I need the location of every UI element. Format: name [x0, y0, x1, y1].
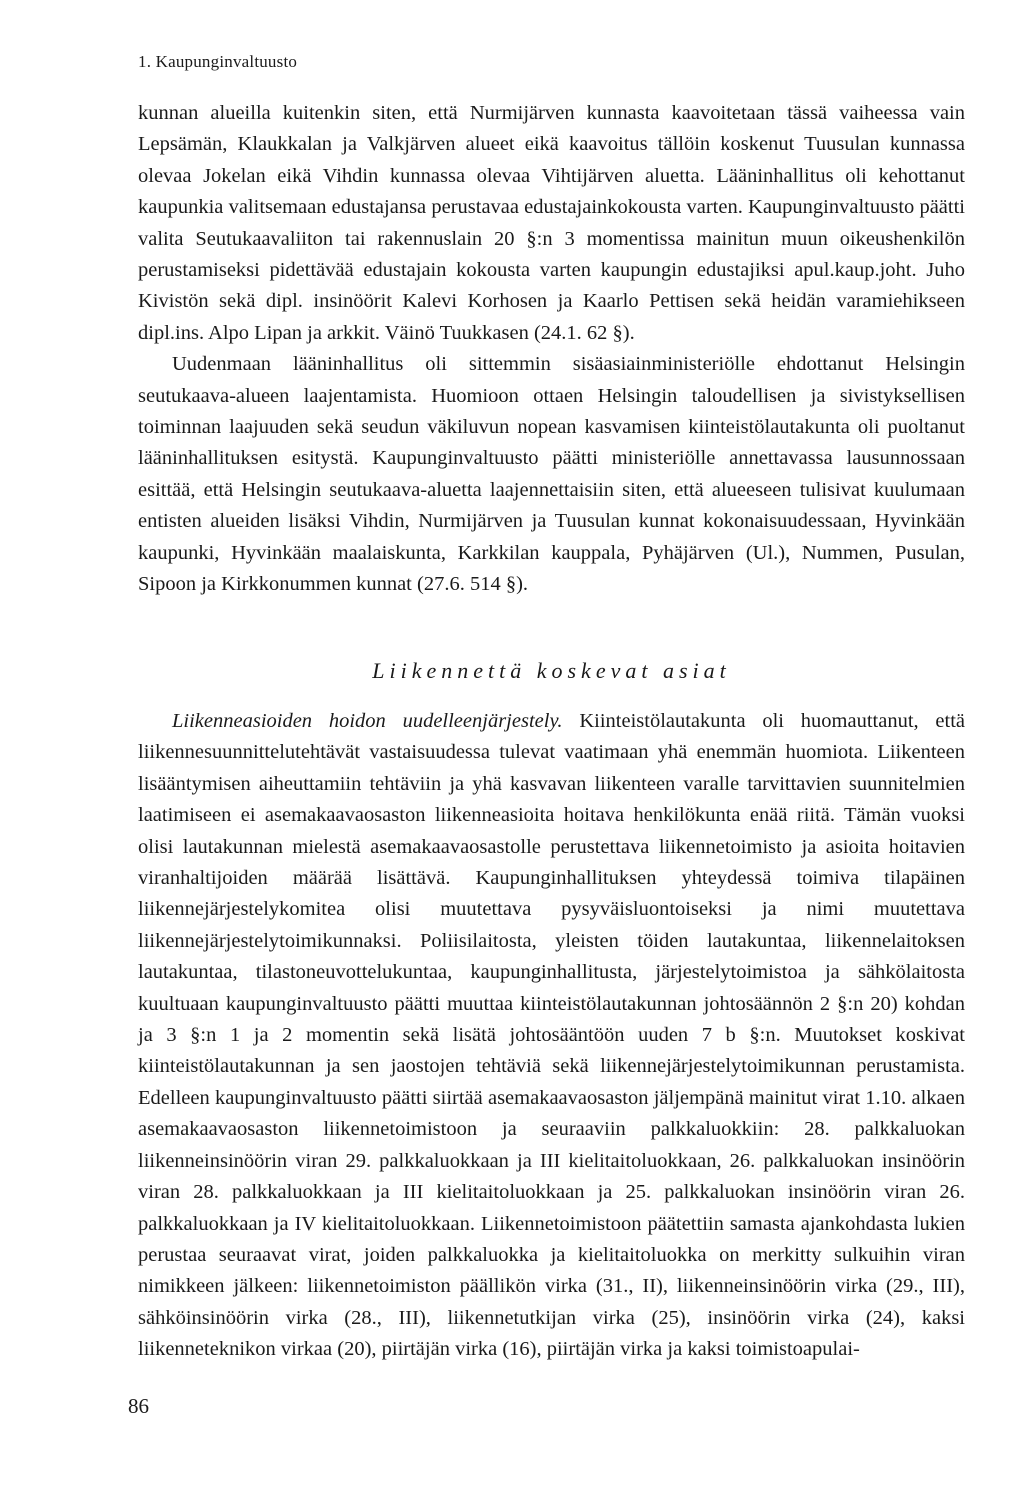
paragraph: kunnan alueilla kuitenkin siten, että Nurmijärven kunnasta kaavoitetaan tässä vaiheessa vain Lepsämän, Klaukkalan ja Valkjärven alueet eikä kaavoitus tällöin koskenut Tuusulan kunnassa olevaa Jokelan eikä Vihdin kunnassa olevaa Vihtijärven aluetta. Lääninhallitus oli kehottanut kaupunkia valitsemaan edustajansa perustavaa edustajainkokousta varten. Kaupunginvaltuusto päätti valita Seutukaavaliiton tai rakennuslain 20 §:n 3 momentissa mainitun muun oikeushenkilön perustamiseksi pidettävää edustajain kokousta varten kaupungin edustajiksi apul.kaup.joht. Juho Kivistön sekä dipl. insinöörit Kalevi Korhosen ja Kaarlo Pettisen sekä heidän varamiehikseen dipl.ins. Alpo Lipan ja arkkit. Väinö Tuukkasen (24.1. 62 §).	[138, 102, 965, 344]
running-header: 1. Kaupunginvaltuusto	[138, 52, 298, 71]
section-body-block	[138, 706, 965, 1366]
page-number: 86	[128, 1394, 149, 1418]
paragraph	[138, 706, 965, 1366]
body-text-block	[138, 98, 965, 601]
section-heading: Liikennettä koskevat asiat	[372, 658, 731, 683]
paragraph-body: Kiinteistölautakunta oli huomauttanut, että liikennesuunnittelutehtävät vastaisuudessa tulevat vaatimaan yhä enemmän huomiota. Liikenteen lisääntymisen aiheuttamiin tehtäviin ja yhä kasvavan liikenteen varalle tarvittavien suunnitelmien laatimiseen ei asemakaavaosaston liikenneasioita hoitava henkilökunta enää riitä. Tämän vuoksi olisi lautakunnan mielestä asemakaavaosastolle perustettava liikennetoimisto ja asioita hoitavien viranhaltijoiden määrää lisättävä. Kaupunginhallituksen yhteydessä toimiva tilapäinen liikennejärjestelykomitea olisi muutettava pysyväisluontoiseksi ja nimi muutettava liikennejärjestelytoimikunnaksi. Poliisilaitosta, yleisten töiden lautakuntaa, liikennelaitoksen lautakuntaa, tilastoneuvottelukuntaa, kaupunginhallitusta, järjestelytoimistoa ja sähkölaitosta kuultuaan kaupunginvaltuusto päätti muuttaa kiinteistölautakunnan johtosäännön 2 §:n 20) kohdan ja 3 §:n 1 ja 2 momentin sekä lisätä johtosääntöön uuden 7 b §:n. Muutokset koskivat kiinteistölautakunnan ja sen jaostojen tehtäviä sekä liikennejärjestelytoimikunnan perustamista. Edelleen kaupunginvaltuusto päätti siirtää asemakaavaosaston jäljempänä mainitut virat 1.10. alkaen asemakaavaosaston liikennetoimistoon ja seuraaviin palkkaluokkiin: 28. palkkaluokan liikenneinsinöörin viran 29. palkkaluokkaan ja III kielitaitoluokkaan, 26. palkkaluokan insinöörin viran 28. palkkaluokkaan ja III kielitaitoluokkaan ja 25. palkkaluokan insinöörin viran 26. palkkaluokkaan ja IV kielitaitoluokkaan. Liikennetoimistoon päätettiin samasta ajankohdasta lukien perustaa seuraavat virat, joiden palkkaluokka ja kielitaitoluokka on merkitty sulkuihin viran nimikkeen jälkeen: liikennetoimiston päällikön virka (31., II), liikenneinsinöörin virka (29., III), sähköinsinöörin virka (28., III), liikennetutkijan virka (25), insinöörin virka (24), kaksi liikenneteknikon virkaa (20), piirtäjän virka (16), piirtäjän virka ja kaksi toimistoapulai-	[138, 710, 966, 1361]
paragraph: Uudenmaan lääninhallitus oli sittemmin sisäasiainministeriölle ehdottanut Helsingin seutukaava-alueen laajentamista. Huomioon ottaen Helsingin taloudellisen ja sivistyksellisen toiminnan laajuuden sekä seudun väkiluvun nopean kasvamisen kiinteistölautakunta oli puoltanut lääninhallituksen esitystä. Kaupunginvaltuusto päätti ministeriölle annettavassa lausunnossaan esittää, että Helsingin seutukaava-aluetta laajennettaisiin siten, että alueeseen tulisivat kuulumaan entisten alueiden lisäksi Vihdin, Nurmijärven ja Tuusulan kunnat kokonaisuudessaan, Hyvinkään kaupunki, Hyvinkään maalaiskunta, Karkkilan kauppala, Pyhäjärven (Ul.), Nummen, Pusulan, Sipoon ja Kirkkonummen kunnat (27.6. 514 §).	[138, 353, 965, 596]
paragraph-lead-title: Liikenneasioiden hoidon uudelleenjärjestely.	[172, 710, 563, 732]
